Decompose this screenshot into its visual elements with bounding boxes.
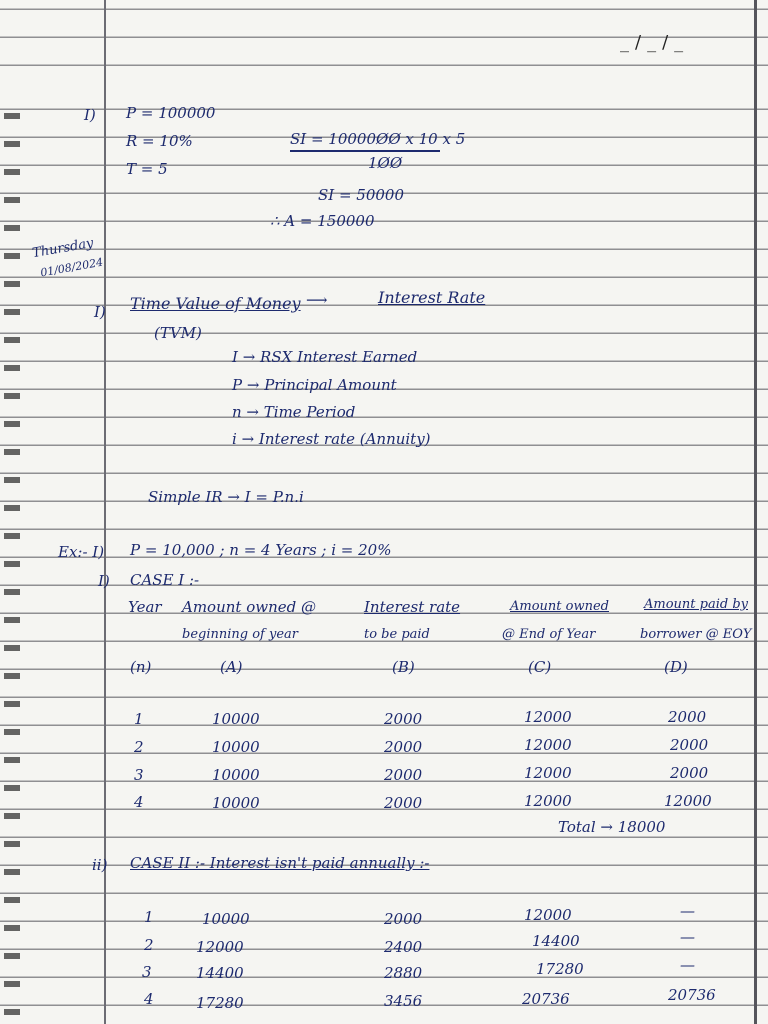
def-principal: P → Principal Amount bbox=[232, 376, 397, 394]
case1-cell: 2000 bbox=[384, 710, 423, 728]
si-formula: SI = 10000ØØ x 10 x 5 bbox=[290, 130, 466, 148]
case2-cell: 17280 bbox=[196, 994, 244, 1012]
case2-cell: 20736 bbox=[522, 990, 570, 1008]
case1-cell: 12000 bbox=[524, 792, 572, 810]
case2-marker: ii) bbox=[92, 856, 108, 874]
q1-principal: P = 100000 bbox=[126, 104, 216, 122]
case1-title: CASE I :- bbox=[130, 571, 200, 589]
side-day: Thursday bbox=[31, 235, 95, 262]
header-c-line1: Amount owned bbox=[510, 599, 609, 614]
case2-cell: 2000 bbox=[384, 910, 423, 928]
case1-cell: 12000 bbox=[524, 708, 572, 726]
case2-cell: 14400 bbox=[532, 932, 580, 950]
q1-time: T = 5 bbox=[126, 160, 168, 178]
code-b: (B) bbox=[392, 658, 415, 676]
header-b-line1: Interest rate bbox=[364, 598, 461, 616]
header-a-line1: Amount owned @ bbox=[182, 598, 316, 616]
case1-cell: 2000 bbox=[668, 708, 707, 726]
tvm-arrow: ⟶ bbox=[306, 291, 328, 309]
si-result: SI = 50000 bbox=[318, 186, 405, 204]
date-field: _/_/_ bbox=[620, 32, 690, 53]
page-edge bbox=[754, 0, 757, 1024]
code-a: (A) bbox=[220, 658, 243, 676]
tvm-abbr: (TVM) bbox=[154, 324, 202, 342]
case2-cell: 10000 bbox=[202, 910, 250, 928]
case1-cell: 12000 bbox=[524, 764, 572, 782]
case2-cell: 2 bbox=[144, 936, 154, 954]
header-a-line2: beginning of year bbox=[182, 627, 298, 642]
case2-cell: 17280 bbox=[536, 960, 584, 978]
simple-ir: Simple IR → I = P.n.i bbox=[148, 488, 304, 506]
side-date: 01/08/2024 bbox=[39, 255, 105, 280]
case1-cell: 12000 bbox=[524, 736, 572, 754]
case1-cell: 2000 bbox=[670, 736, 709, 754]
header-b-line2: to be paid bbox=[364, 627, 430, 642]
case2-cell: 2880 bbox=[384, 964, 423, 982]
tvm-title: Time Value of Money bbox=[130, 294, 301, 313]
case1-cell: 2000 bbox=[384, 766, 423, 784]
case1-cell: 2000 bbox=[670, 764, 709, 782]
case2-cell: — bbox=[680, 902, 695, 920]
case2-cell: 20736 bbox=[668, 986, 716, 1004]
case1-cell: 2000 bbox=[384, 794, 423, 812]
case1-cell: 2 bbox=[134, 738, 144, 756]
case1-cell: 1 bbox=[134, 710, 144, 728]
case1-total: Total → 18000 bbox=[558, 818, 666, 836]
case1-cell: 10000 bbox=[212, 710, 260, 728]
example-marker: Ex:- I) bbox=[58, 543, 105, 561]
case1-cell: 10000 bbox=[212, 738, 260, 756]
si-denominator: 1ØØ bbox=[368, 154, 403, 172]
q1-rate: R = 10% bbox=[126, 132, 193, 150]
total-amount: ∴ A = 150000 bbox=[270, 212, 375, 230]
case1-marker: I) bbox=[98, 572, 110, 590]
case1-cell: 4 bbox=[134, 793, 144, 811]
case2-title: CASE II :- Interest isn't paid annually :- bbox=[130, 854, 430, 872]
def-period: n → Time Period bbox=[232, 403, 356, 421]
tvm-marker: I) bbox=[94, 303, 106, 321]
fraction-bar bbox=[290, 150, 440, 152]
header-d-line1: Amount paid by bbox=[644, 597, 748, 612]
case2-cell: 2400 bbox=[384, 938, 423, 956]
example-given: P = 10,000 ; n = 4 Years ; i = 20% bbox=[130, 541, 392, 559]
spiral-binding bbox=[4, 95, 20, 1024]
tvm-arrow-target: Interest Rate bbox=[378, 288, 486, 307]
case1-cell: 2000 bbox=[384, 738, 423, 756]
case2-cell: 3456 bbox=[384, 992, 423, 1010]
case2-cell: 4 bbox=[144, 990, 154, 1008]
case2-cell: 1 bbox=[144, 908, 154, 926]
header-d-line2: borrower @ EOY bbox=[640, 627, 752, 642]
def-rate: i → Interest rate (Annuity) bbox=[232, 430, 431, 448]
q1-marker: I) bbox=[84, 106, 96, 124]
case1-cell: 3 bbox=[134, 766, 144, 784]
code-n: (n) bbox=[130, 658, 152, 676]
case2-cell: 14400 bbox=[196, 964, 244, 982]
def-interest: I → RSX Interest Earned bbox=[232, 348, 418, 366]
header-year: Year bbox=[128, 598, 162, 616]
case2-cell: — bbox=[680, 956, 695, 974]
case2-cell: 12000 bbox=[524, 906, 572, 924]
header-c-line2: @ End of Year bbox=[502, 627, 596, 642]
case1-cell: 10000 bbox=[212, 766, 260, 784]
code-d: (D) bbox=[664, 658, 688, 676]
case1-cell: 12000 bbox=[664, 792, 712, 810]
code-c: (C) bbox=[528, 658, 552, 676]
case2-cell: 3 bbox=[142, 963, 152, 981]
case1-cell: 10000 bbox=[212, 794, 260, 812]
case2-cell: 12000 bbox=[196, 938, 244, 956]
case2-cell: — bbox=[680, 928, 695, 946]
